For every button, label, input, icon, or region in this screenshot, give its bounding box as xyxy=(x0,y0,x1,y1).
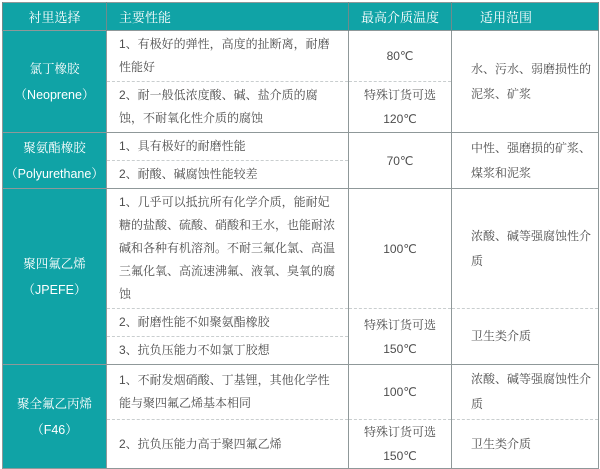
temperature-cell: 100℃ xyxy=(349,189,452,309)
temperature-note: 特殊订货可选 xyxy=(363,425,436,439)
material-name-zh: 氯丁橡胶 xyxy=(29,61,80,76)
application-cell: 卫生类介质 xyxy=(452,420,599,469)
temperature-cell: 80℃ xyxy=(349,31,452,82)
temperature-cell: 100℃ xyxy=(349,365,452,420)
lining-selection-table xyxy=(2,2,599,469)
material-name-en: （F46） xyxy=(31,422,78,437)
application-cell: 卫生类介质 xyxy=(452,309,599,365)
performance-cell: 2、抗负压能力高于聚四氟乙烯 xyxy=(107,420,349,469)
performance-cell: 2、耐一般低浓度酸、碱、盐介质的腐蚀，不耐氧化性介质的腐蚀 xyxy=(107,82,349,133)
performance-cell: 3、抗负压能力不如氯丁胶想 xyxy=(107,337,349,365)
material-name-en: （JPEFE） xyxy=(22,282,87,297)
header-cell-application: 适用范围 xyxy=(452,3,599,31)
header-cell-temperature: 最高介质温度 xyxy=(349,3,452,31)
temperature-cell xyxy=(349,309,452,365)
material-cell-polyurethane xyxy=(3,133,107,189)
header-row xyxy=(3,3,599,31)
material-cell-ptfe xyxy=(3,189,107,365)
header-cell-material: 衬里选择 xyxy=(3,3,107,31)
temperature-cell: 70℃ xyxy=(349,133,452,189)
temperature-cell xyxy=(349,82,452,133)
performance-cell: 1、不耐发烟硝酸、丁基锂，其他化学性能与聚四氟乙烯基本相同 xyxy=(107,365,349,420)
performance-cell: 1、几乎可以抵抗所有化学介质，能耐妃糖的盐酸、硫酸、硝酸和王水，也能耐浓碱和各种有机溶剂。不耐三氟化氯、高温三氟化氧、高流速沸氟、液氧、臭氧的腐蚀 xyxy=(107,189,349,309)
table-row xyxy=(3,365,599,420)
temperature-value: 150℃ xyxy=(383,449,417,463)
performance-cell: 2、耐磨性能不如聚氨酯橡胶 xyxy=(107,309,349,337)
application-cell: 水、污水、弱磨损性的泥浆、矿浆 xyxy=(452,31,599,133)
header-cell-performance: 主要性能 xyxy=(107,3,349,31)
application-cell: 浓酸、碱等强腐蚀性介质 xyxy=(452,189,599,309)
application-cell: 中性、强磨损的矿浆、煤浆和泥浆 xyxy=(452,133,599,189)
table-row xyxy=(3,189,599,309)
material-cell-f46 xyxy=(3,365,107,469)
temperature-note: 特殊订货可选 xyxy=(363,317,436,332)
table-row xyxy=(3,133,599,161)
performance-cell: 1、有极好的弹性，高度的扯断离，耐磨性能好 xyxy=(107,31,349,82)
temperature-value: 120℃ xyxy=(383,112,417,126)
material-cell-neoprene xyxy=(3,31,107,133)
performance-cell: 2、耐酸、碱腐蚀性能较差 xyxy=(107,161,349,189)
material-name-en: （Polyurethane） xyxy=(5,166,104,181)
material-name-zh: 聚氨酯橡胶 xyxy=(23,140,86,155)
material-name-en: （Neoprene） xyxy=(14,87,95,102)
table-header xyxy=(3,3,599,31)
temperature-value: 150℃ xyxy=(383,341,417,356)
material-name-zh: 聚全氟乙丙烯 xyxy=(16,396,92,411)
temperature-note: 特殊订货可选 xyxy=(363,88,436,102)
performance-cell: 1、具有极好的耐磨性能 xyxy=(107,133,349,161)
table-row xyxy=(3,31,599,82)
material-name-zh: 聚四氟乙烯 xyxy=(23,256,86,271)
application-cell: 浓酸、碱等强腐蚀性介质 xyxy=(452,365,599,420)
